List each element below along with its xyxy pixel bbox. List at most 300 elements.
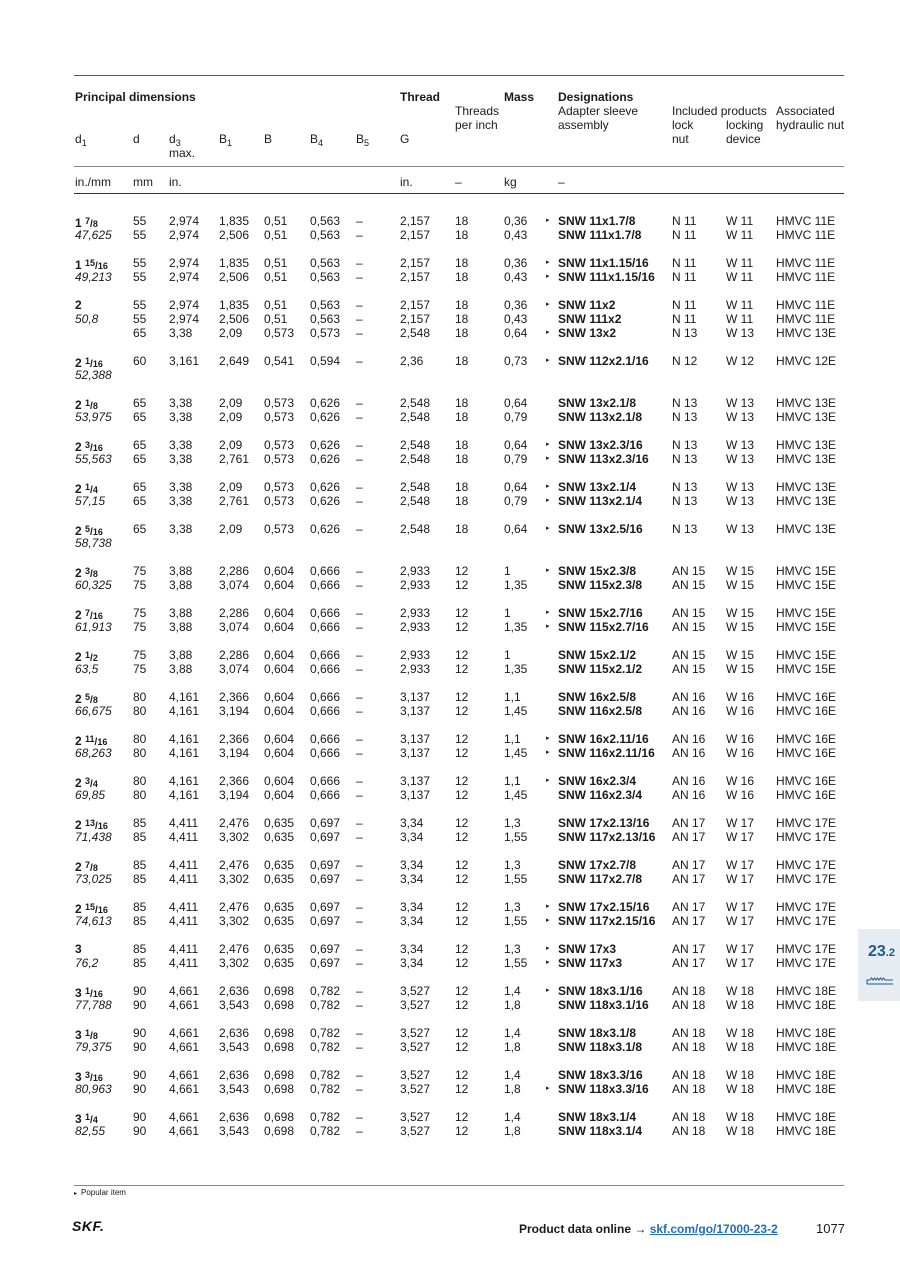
popular-item-icon: ▸ (546, 1085, 550, 1092)
designation-cell: SNW 15x2.1/2 (558, 648, 637, 662)
table-row[interactable] (0, 1068, 900, 1082)
table-row[interactable] (0, 214, 900, 228)
thread-g-cell: 3,34 (400, 830, 424, 844)
hydraulic-nut-cell: HMVC 11E (776, 298, 836, 312)
width-b5-cell: – (356, 1026, 363, 1040)
mass-cell: 0,64 (504, 480, 528, 494)
bore-diameter-mm: 66,675 (75, 704, 112, 718)
lock-nut-cell: AN 16 (672, 690, 706, 704)
lock-nut-cell: N 13 (672, 410, 698, 424)
thread-g-cell: 2,548 (400, 494, 431, 508)
mass-cell: 1,55 (504, 872, 528, 886)
table-row[interactable] (0, 1124, 900, 1138)
table-row[interactable] (0, 1026, 900, 1040)
width-b4-cell: 0,697 (310, 956, 341, 970)
table-row[interactable] (0, 872, 900, 886)
d3-max-cell: 4,661 (169, 1068, 200, 1082)
threads-per-inch-cell: 12 (455, 662, 469, 676)
thread-g-cell: 2,548 (400, 396, 431, 410)
bore-d-cell: 75 (133, 578, 147, 592)
bore-d-cell: 80 (133, 788, 147, 802)
table-row[interactable] (0, 438, 900, 452)
lock-nut-cell: AN 17 (672, 858, 706, 872)
locking-device-cell: W 13 (726, 522, 755, 536)
bore-d-cell: 75 (133, 620, 147, 634)
lock-nut-cell: N 13 (672, 480, 698, 494)
popular-item-icon: ▸ (546, 455, 550, 462)
width-b5-cell: – (356, 1124, 363, 1138)
table-row[interactable] (0, 732, 900, 746)
designation-cell: SNW 111x2 (558, 312, 622, 326)
hydraulic-nut-cell: HMVC 15E (776, 648, 837, 662)
bore-diameter-inch: 3 (75, 942, 82, 956)
threads-per-inch-cell: 12 (455, 1040, 469, 1054)
bore-d-cell: 65 (133, 438, 147, 452)
width-b5-cell: – (356, 830, 363, 844)
width-b1-cell: 3,194 (219, 704, 250, 718)
bore-diameter-inch: 1 $^7$/8 (75, 216, 98, 230)
threads-per-inch-cell: 12 (455, 984, 469, 998)
bore-diameter-inch: 2 $^1$/4 (75, 482, 98, 496)
width-b4-cell: 0,782 (310, 1040, 341, 1054)
thread-g-cell: 2,157 (400, 298, 431, 312)
mass-cell: 1,1 (504, 690, 521, 704)
d3-max-cell: 3,38 (169, 480, 193, 494)
threads-per-inch-cell: 18 (455, 312, 469, 326)
designation-cell: SNW 113x2.3/16 (558, 452, 649, 466)
d3-max-cell: 4,661 (169, 1040, 200, 1054)
width-b4-cell: 0,563 (310, 214, 341, 228)
d3-max-cell: 4,661 (169, 1110, 200, 1124)
bore-diameter-mm: 57,15 (75, 494, 106, 508)
locking-device-cell: W 13 (726, 438, 755, 452)
hydraulic-nut-cell: HMVC 18E (776, 984, 837, 998)
table-row[interactable] (0, 494, 900, 508)
locking-device-cell: W 13 (726, 452, 755, 466)
bore-diameter-inch: 2 $^7$/8 (75, 860, 98, 874)
bore-d-cell: 55 (133, 256, 147, 270)
bore-d-cell: 65 (133, 396, 147, 410)
hydraulic-nut-cell: HMVC 13E (776, 452, 837, 466)
header-rule (74, 166, 844, 167)
table-row[interactable] (0, 648, 900, 662)
width-b1-cell: 2,636 (219, 984, 250, 998)
thread-g-cell: 3,527 (400, 1040, 431, 1054)
mass-cell: 1,55 (504, 956, 528, 970)
product-group (0, 690, 900, 718)
product-group (0, 732, 900, 760)
width-b1-cell: 3,543 (219, 1124, 250, 1138)
table-row[interactable] (0, 564, 900, 578)
popular-item-icon: ▸ (546, 525, 550, 532)
d3-max-cell: 4,161 (169, 774, 200, 788)
table-row[interactable] (0, 1082, 900, 1096)
d3-max-cell: 3,38 (169, 396, 193, 410)
d3-max-cell: 2,974 (169, 312, 200, 326)
d3-max-cell: 2,974 (169, 214, 200, 228)
bore-d-cell: 75 (133, 648, 147, 662)
thread-g-cell: 2,157 (400, 228, 431, 242)
thread-g-cell: 2,157 (400, 256, 431, 270)
lock-nut-cell: AN 17 (672, 830, 706, 844)
bore-diameter-mm: 61,913 (75, 620, 112, 634)
lock-nut-cell: AN 17 (672, 942, 706, 956)
width-b-cell: 0,604 (264, 732, 295, 746)
width-b1-cell: 3,074 (219, 578, 250, 592)
d3-max-cell: 4,661 (169, 1026, 200, 1040)
threads-per-inch-cell: 18 (455, 270, 469, 284)
width-b4-cell: 0,782 (310, 1082, 341, 1096)
width-b1-cell: 3,302 (219, 914, 250, 928)
table-row[interactable] (0, 326, 900, 340)
popular-item-icon: ▸ (546, 497, 550, 504)
threads-per-inch-cell: 12 (455, 690, 469, 704)
mass-cell: 0,64 (504, 438, 528, 452)
hydraulic-nut-cell: HMVC 16E (776, 690, 837, 704)
table-row[interactable] (0, 746, 900, 760)
width-b-cell: 0,573 (264, 480, 295, 494)
d3-max-cell: 4,161 (169, 788, 200, 802)
d3-max-cell: 4,161 (169, 690, 200, 704)
principal-dimensions-header: Principal dimensions (75, 90, 196, 104)
hydraulic-nut-cell: HMVC 13E (776, 438, 837, 452)
table-row[interactable] (0, 298, 900, 312)
width-b1-cell: 2,636 (219, 1110, 250, 1124)
threads-per-inch-header: Threads per inch (455, 104, 500, 132)
bore-d-cell: 85 (133, 872, 147, 886)
width-b5-cell: – (356, 606, 363, 620)
d3-max-cell: 3,38 (169, 522, 193, 536)
table-row[interactable] (0, 774, 900, 788)
threads-per-inch-cell: 12 (455, 788, 469, 802)
width-b4-cell: 0,666 (310, 578, 341, 592)
locking-device-cell: W 18 (726, 1040, 755, 1054)
table-row[interactable] (0, 480, 900, 494)
table-row[interactable] (0, 788, 900, 802)
hydraulic-nut-cell: HMVC 17E (776, 900, 837, 914)
width-b-cell: 0,635 (264, 858, 295, 872)
width-b1-cell: 3,302 (219, 956, 250, 970)
bore-diameter-mm: 47,625 (75, 228, 112, 242)
lock-nut-cell: AN 18 (672, 1026, 706, 1040)
table-row[interactable] (0, 998, 900, 1012)
width-b-cell: 0,573 (264, 452, 295, 466)
table-row[interactable] (0, 816, 900, 830)
width-b5-cell: – (356, 788, 363, 802)
bore-d-cell: 55 (133, 270, 147, 284)
locking-device-cell: W 11 (726, 312, 754, 326)
threads-per-inch-cell: 12 (455, 1124, 469, 1138)
table-row[interactable] (0, 830, 900, 844)
mass-cell: 1,55 (504, 914, 528, 928)
bore-d-cell: 85 (133, 914, 147, 928)
product-group (0, 214, 900, 242)
lock-nut-cell: AN 18 (672, 984, 706, 998)
thread-g-cell: 2,548 (400, 452, 431, 466)
table-row[interactable] (0, 354, 900, 368)
bore-d-cell: 90 (133, 1026, 147, 1040)
hydraulic-nut-cell: HMVC 16E (776, 704, 837, 718)
popular-item-icon: ▸ (546, 273, 550, 280)
mass-header: Mass (504, 90, 535, 104)
threads-per-inch-cell: 12 (455, 998, 469, 1012)
bore-d-cell: 80 (133, 690, 147, 704)
product-group (0, 1068, 900, 1096)
product-group (0, 984, 900, 1012)
table-row[interactable] (0, 956, 900, 970)
table-row[interactable] (0, 578, 900, 592)
d3-max-cell: 4,661 (169, 998, 200, 1012)
locking-device-cell: W 18 (726, 984, 755, 998)
threads-per-inch-cell: 12 (455, 1068, 469, 1082)
width-b5-cell: – (356, 578, 363, 592)
width-b-cell: 0,635 (264, 816, 295, 830)
bore-d-cell: 65 (133, 326, 147, 340)
width-b5-cell: – (356, 410, 363, 424)
bore-d-cell: 85 (133, 830, 147, 844)
d3-max-cell: 4,161 (169, 746, 200, 760)
bore-d-cell: 80 (133, 746, 147, 760)
product-group (0, 1110, 900, 1138)
bore-diameter-mm: 80,963 (75, 1082, 112, 1096)
width-b5-cell: – (356, 1068, 363, 1082)
hydraulic-nut-cell: HMVC 13E (776, 396, 837, 410)
threads-per-inch-cell: 12 (455, 1026, 469, 1040)
width-b4-cell: 0,697 (310, 942, 341, 956)
lock-nut-cell: AN 15 (672, 606, 706, 620)
width-b5-cell: – (356, 662, 363, 676)
online-label: Product data online → (519, 1222, 647, 1236)
width-b4-cell: 0,782 (310, 1124, 341, 1138)
threads-per-inch-cell: 12 (455, 942, 469, 956)
product-group (0, 396, 900, 424)
locking-device-cell: W 16 (726, 704, 755, 718)
unit-tpi: – (455, 175, 462, 189)
d3-max-cell: 4,161 (169, 732, 200, 746)
designation-cell: SNW 116x2.3/4 (558, 788, 643, 802)
hydraulic-nut-cell: HMVC 15E (776, 662, 837, 676)
width-b1-cell: 3,194 (219, 788, 250, 802)
bore-d-cell: 55 (133, 312, 147, 326)
threads-per-inch-cell: 18 (455, 326, 469, 340)
width-b1-cell: 2,366 (219, 774, 250, 788)
lock-nut-cell: N 11 (672, 256, 697, 270)
thread-g-cell: 2,157 (400, 270, 431, 284)
product-group (0, 522, 900, 550)
table-row[interactable] (0, 662, 900, 676)
width-b4-cell: 0,626 (310, 410, 341, 424)
popular-item-icon: ▸ (546, 217, 550, 224)
bore-diameter-inch: 2 $^5$/8 (75, 692, 98, 706)
hydraulic-nut-cell: HMVC 11E (776, 270, 836, 284)
locking-device-cell: W 17 (726, 816, 755, 830)
table-row[interactable] (0, 452, 900, 466)
locking-device-cell: W 16 (726, 774, 755, 788)
bore-d-cell: 85 (133, 900, 147, 914)
width-b5-cell: – (356, 900, 363, 914)
bore-diameter-mm: 63,5 (75, 662, 99, 676)
d3-max-cell: 4,411 (169, 914, 199, 928)
table-row[interactable] (0, 312, 900, 326)
table-row[interactable] (0, 914, 900, 928)
hydraulic-nut-cell: HMVC 13E (776, 494, 837, 508)
bore-d-cell: 85 (133, 858, 147, 872)
d3-max-cell: 4,661 (169, 984, 200, 998)
bore-d-cell: 90 (133, 1068, 147, 1082)
d3-max-cell: 3,38 (169, 410, 193, 424)
width-b5-cell: – (356, 1082, 363, 1096)
bottom-rule (74, 1185, 844, 1186)
bore-diameter-mm: 68,263 (75, 746, 112, 760)
d3-max-cell: 2,974 (169, 270, 200, 284)
mass-cell: 1,8 (504, 1124, 521, 1138)
mass-cell: 0,79 (504, 494, 528, 508)
lock-nut-cell: AN 15 (672, 578, 706, 592)
hydraulic-nut-cell: HMVC 13E (776, 410, 837, 424)
col-B4-header: $B_4$ (310, 132, 324, 148)
bore-d-cell: 90 (133, 1040, 147, 1054)
width-b-cell: 0,635 (264, 956, 295, 970)
width-b1-cell: 2,366 (219, 690, 250, 704)
locking-device-cell: W 16 (726, 732, 755, 746)
threads-per-inch-cell: 12 (455, 1110, 469, 1124)
table-row[interactable] (0, 522, 900, 536)
popular-marker-icon: ▸ (74, 1191, 78, 1197)
table-row[interactable] (0, 984, 900, 998)
unit-d1: in./mm (75, 175, 111, 189)
hydraulic-nut-cell: HMVC 17E (776, 816, 837, 830)
thread-g-cell: 3,137 (400, 746, 431, 760)
table-row[interactable] (0, 228, 900, 242)
table-row[interactable] (0, 1040, 900, 1054)
product-group (0, 1026, 900, 1054)
locking-device-cell: W 18 (726, 1124, 755, 1138)
product-group (0, 648, 900, 676)
mass-cell: 0,43 (504, 270, 528, 284)
width-b4-cell: 0,666 (310, 788, 341, 802)
width-b1-cell: 2,506 (219, 312, 250, 326)
table-row[interactable] (0, 690, 900, 704)
width-b5-cell: – (356, 354, 363, 368)
designation-cell: SNW 13x2.1/8 (558, 396, 637, 410)
width-b1-cell: 1,835 (219, 214, 250, 228)
mass-cell: 0,64 (504, 522, 528, 536)
bore-diameter-mm: 73,025 (75, 872, 112, 886)
thread-g-cell: 2,933 (400, 578, 431, 592)
hydraulic-nut-cell: HMVC 18E (776, 1082, 837, 1096)
width-b1-cell: 2,649 (219, 354, 250, 368)
lock-nut-cell: AN 17 (672, 900, 706, 914)
bore-d-cell: 90 (133, 998, 147, 1012)
d3-max-cell: 3,38 (169, 438, 193, 452)
product-group (0, 480, 900, 508)
table-row[interactable] (0, 1110, 900, 1124)
bore-diameter-mm: 60,325 (75, 578, 112, 592)
table-row[interactable] (0, 900, 900, 914)
locking-device-cell: W 17 (726, 942, 755, 956)
popular-item-icon: ▸ (546, 609, 550, 616)
bore-diameter-mm: 55,563 (75, 452, 112, 466)
bore-d-cell: 65 (133, 522, 147, 536)
designation-cell: SNW 18x3.1/8 (558, 1026, 637, 1040)
threads-per-inch-cell: 18 (455, 438, 469, 452)
width-b-cell: 0,573 (264, 396, 295, 410)
bore-diameter-mm: 82,55 (75, 1124, 106, 1138)
threads-per-inch-cell: 18 (455, 228, 469, 242)
width-b-cell: 0,604 (264, 690, 295, 704)
width-b1-cell: 2,286 (219, 564, 250, 578)
mass-cell: 1,55 (504, 830, 528, 844)
width-b5-cell: – (356, 1110, 363, 1124)
lock-nut-cell: N 13 (672, 494, 698, 508)
popular-item-icon: ▸ (546, 987, 550, 994)
width-b1-cell: 2,09 (219, 396, 243, 410)
width-b4-cell: 0,594 (310, 354, 341, 368)
width-b4-cell: 0,697 (310, 858, 341, 872)
bore-diameter-inch: 3 $^1$/8 (75, 1028, 98, 1042)
table-row[interactable] (0, 270, 900, 284)
table-row[interactable] (0, 704, 900, 718)
table-row[interactable] (0, 256, 900, 270)
locking-device-cell: W 11 (726, 228, 754, 242)
lock-nut-cell: AN 18 (672, 1040, 706, 1054)
table-row[interactable] (0, 942, 900, 956)
thread-g-cell: 2,933 (400, 620, 431, 634)
width-b-cell: 0,573 (264, 326, 295, 340)
thread-g-cell: 3,137 (400, 788, 431, 802)
width-b4-cell: 0,573 (310, 326, 341, 340)
width-b-cell: 0,51 (264, 256, 288, 270)
bore-diameter-inch: 2 (75, 298, 82, 312)
lock-nut-cell: N 13 (672, 522, 698, 536)
bore-diameter-inch: 1 $^{15}$/16 (75, 258, 108, 272)
width-b4-cell: 0,697 (310, 914, 341, 928)
width-b5-cell: – (356, 396, 363, 410)
locking-device-cell: W 18 (726, 1068, 755, 1082)
lock-nut-cell: AN 16 (672, 704, 706, 718)
mass-cell: 0,64 (504, 396, 528, 410)
table-row[interactable] (0, 606, 900, 620)
threads-per-inch-cell: 12 (455, 564, 469, 578)
lock-nut-cell: N 13 (672, 396, 698, 410)
thread-header: Thread (400, 90, 441, 104)
mass-cell: 1,45 (504, 704, 528, 718)
width-b4-cell: 0,782 (310, 1110, 341, 1124)
table-row[interactable] (0, 620, 900, 634)
bore-diameter-inch: 2 $^3$/8 (75, 566, 98, 580)
section-number: 23 (868, 943, 886, 960)
online-link[interactable]: skf.com/go/17000-23-2 (649, 1222, 778, 1236)
width-b1-cell: 3,074 (219, 620, 250, 634)
width-b-cell: 0,604 (264, 578, 295, 592)
designation-cell: SNW 15x2.3/8 (558, 564, 637, 578)
width-b1-cell: 2,636 (219, 1068, 250, 1082)
width-b4-cell: 0,782 (310, 984, 341, 998)
width-b4-cell: 0,666 (310, 662, 341, 676)
width-b-cell: 0,635 (264, 872, 295, 886)
section-tab[interactable] (858, 929, 900, 1001)
lock-nut-cell: AN 17 (672, 914, 706, 928)
d3-max-cell: 3,88 (169, 606, 193, 620)
designation-cell: SNW 16x2.11/16 (558, 732, 649, 746)
d3-max-cell: 2,974 (169, 256, 200, 270)
table-row[interactable] (0, 858, 900, 872)
table-row[interactable] (0, 410, 900, 424)
included-products-header: Included products (672, 104, 767, 118)
threads-per-inch-cell: 18 (455, 494, 469, 508)
table-row[interactable] (0, 396, 900, 410)
locking-device-cell: W 11 (726, 256, 754, 270)
